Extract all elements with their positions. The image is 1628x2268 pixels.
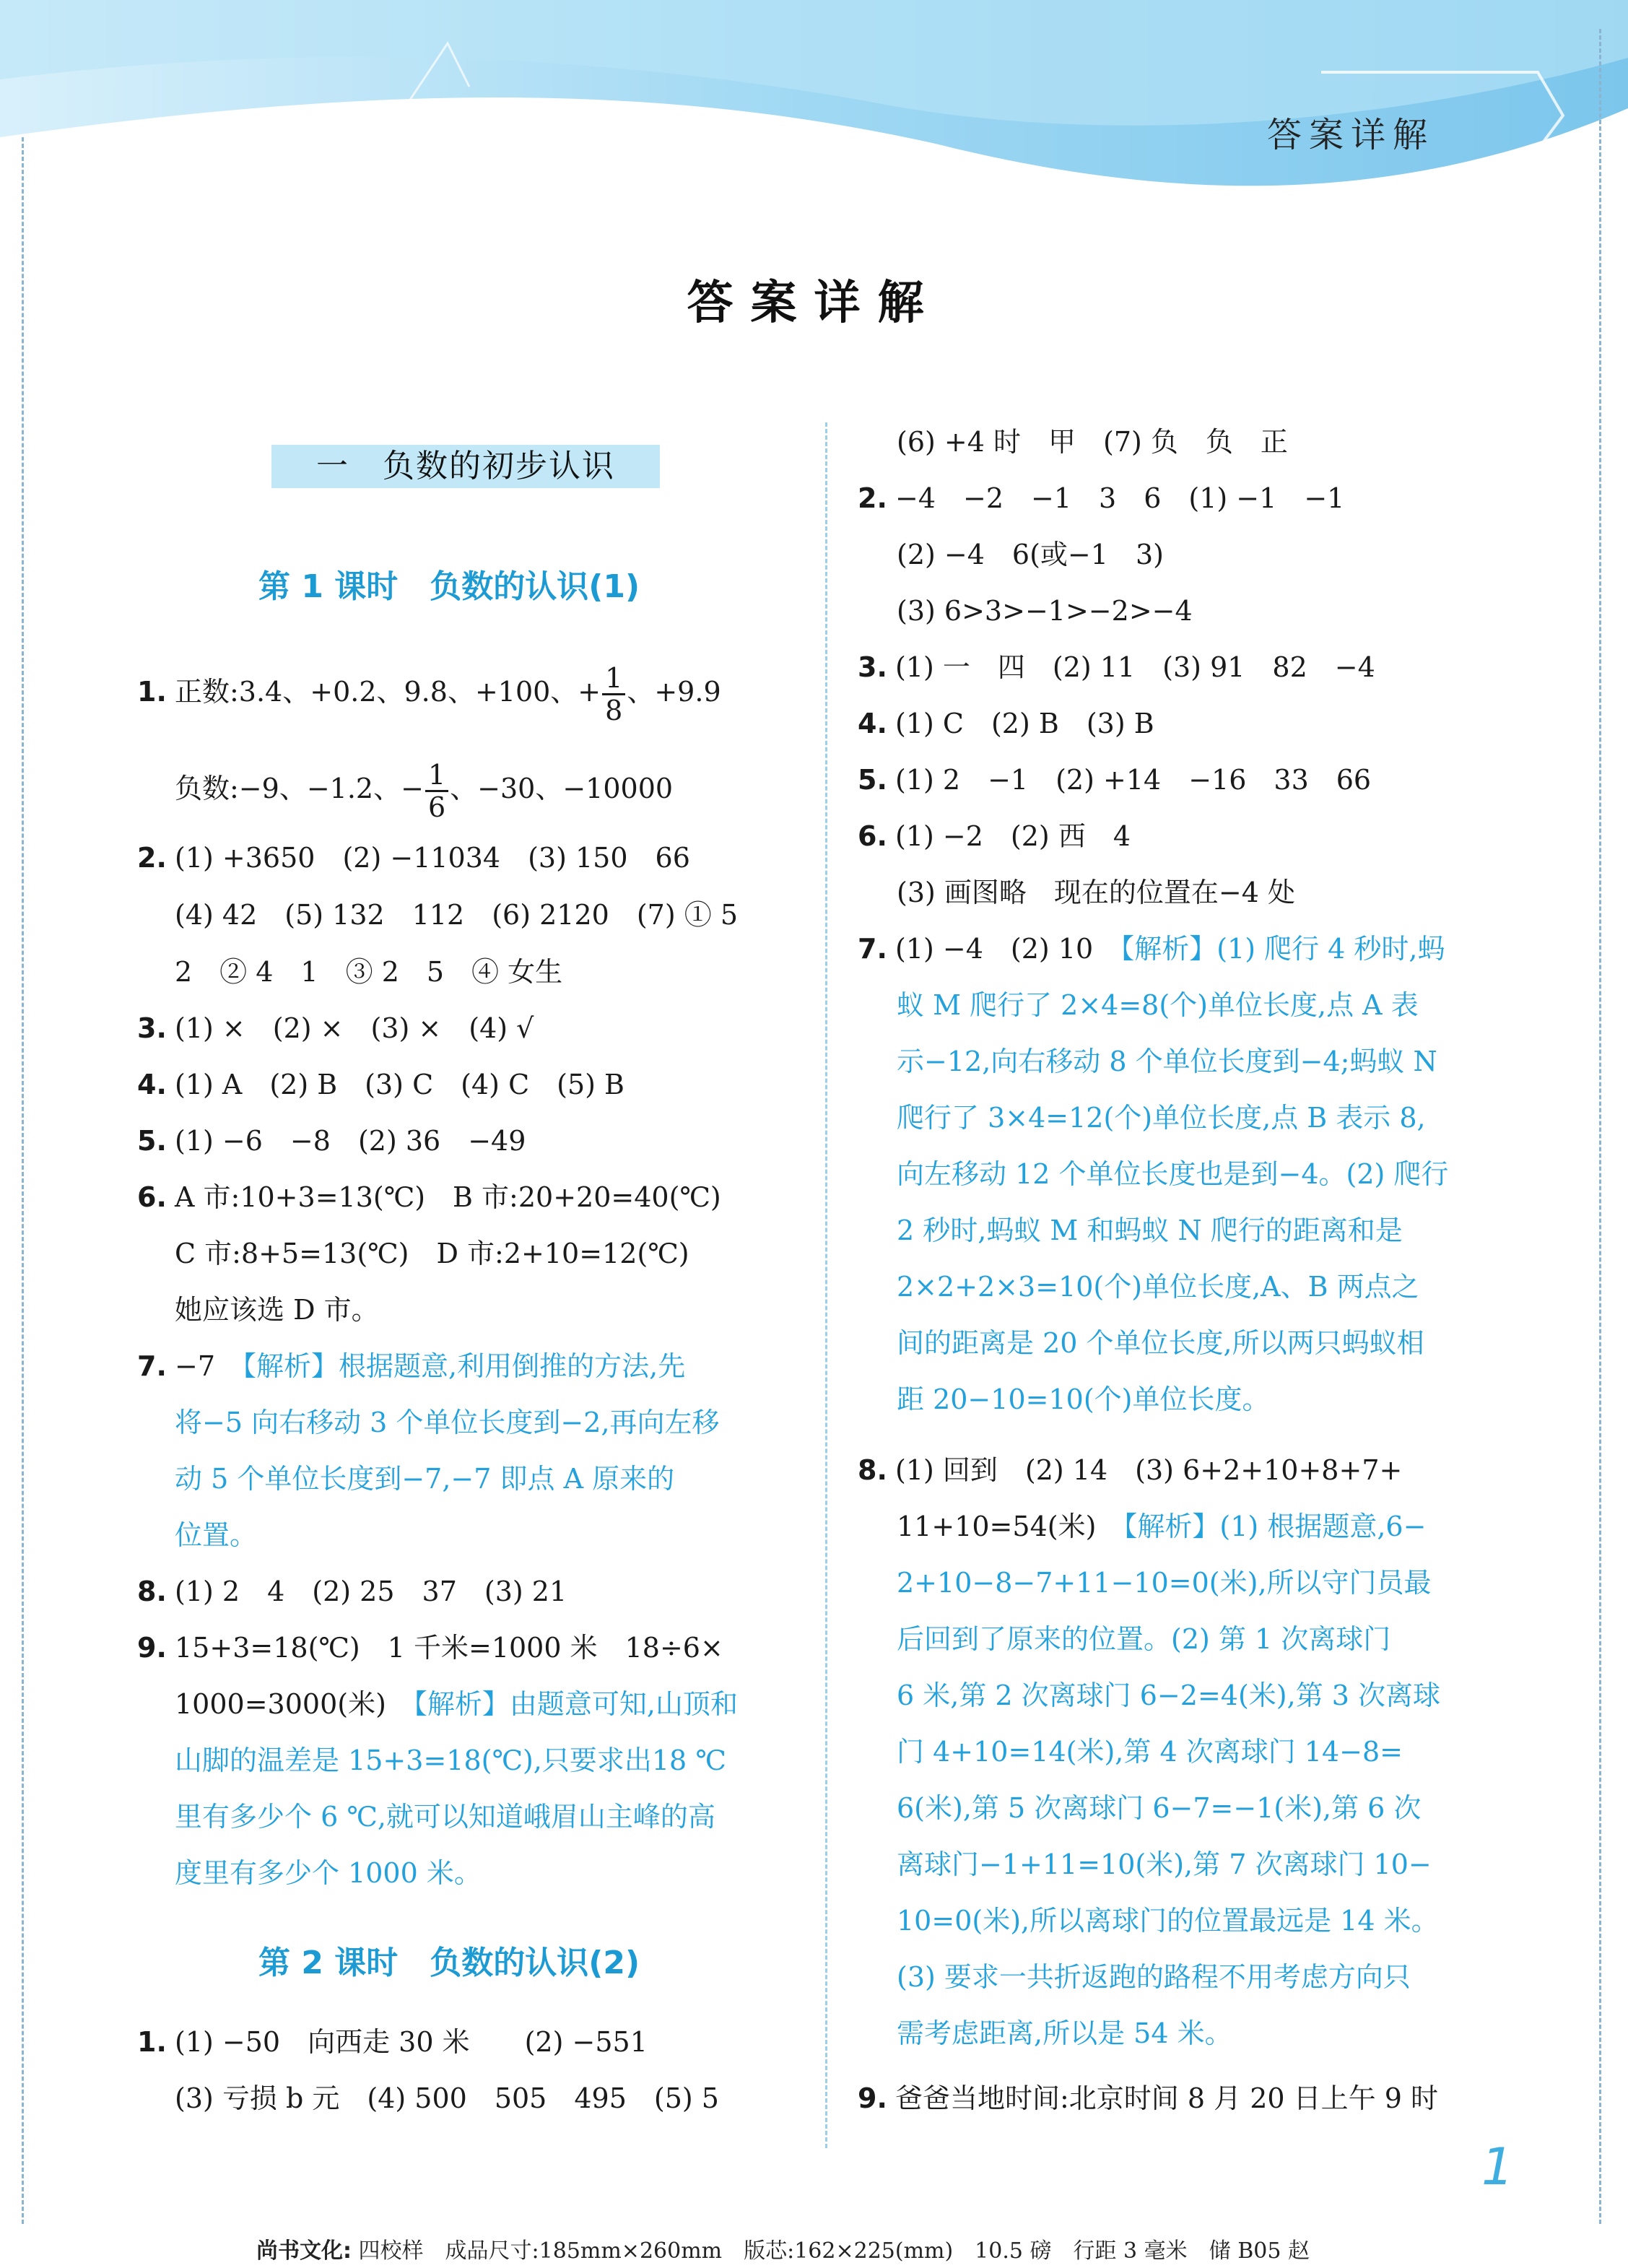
answer-line: 7. −7 【解析】根据题意,利用倒推的方法,先 — [137, 1347, 685, 1385]
explanation-line: 度里有多少个 1000 米。 — [175, 1857, 482, 1889]
answer-line: 8. (1) 2 4 (2) 25 37 (3) 21 — [137, 1573, 567, 1610]
question-number: 1. — [137, 676, 167, 708]
answer-line: 1000=3000(米) 【解析】由题意可知,山顶和 — [175, 1688, 738, 1720]
unit-title: 一 负数的初步认识 — [271, 445, 660, 488]
footer-brand: 尚书文化: — [256, 2238, 352, 2264]
answer-line: C 市:8+5=13(℃) D 市:2+10=12(℃) — [175, 1238, 689, 1269]
question-number: 7. — [858, 933, 887, 965]
answer-line: 7. (1) −4 (2) 10 【解析】(1) 爬行 4 秒时,蚂 — [858, 930, 1445, 968]
explanation-line: 离球门−1+11=10(米),第 7 次离球门 10− — [897, 1848, 1432, 1880]
column-divider — [825, 422, 827, 2148]
header-wave-banner — [0, 0, 1628, 195]
answer-line: 1. 正数:3.4、+0.2、9.8、+100、+ $\frac{1}{8}$ 、+9.9 — [137, 662, 721, 726]
explanation-line: (3) 要求一共折返跑的路程不用考虑方向只 — [897, 1961, 1411, 1993]
explanation-line: 爬行了 3×4=12(个)单位长度,点 B 表示 8, — [897, 1102, 1426, 1134]
question-number: 1. — [137, 2026, 167, 2058]
answer-line: 6. A 市:10+3=13(℃) B 市:20+20=40(℃) — [137, 1178, 721, 1216]
question-number: 4. — [137, 1069, 167, 1100]
explanation-line: 6 米,第 2 次离球门 6−2=4(米),第 3 次离球 — [897, 1680, 1441, 1711]
answer-line: (4) 42 (5) 132 112 (6) 2120 (7) ① 5 — [175, 899, 739, 931]
answer-line: (3) 画图略 现在的位置在−4 处 — [897, 877, 1296, 908]
fraction: $\frac{1}{8}$ — [602, 663, 625, 726]
explanation-line: 2+10−8−7+11−10=0(米),所以守门员最 — [897, 1567, 1432, 1599]
answer-line: 5. (1) 2 −1 (2) +14 −16 33 66 — [858, 761, 1371, 799]
explanation-line: 蚁 M 爬行了 2×4=8(个)单位长度,点 A 表 — [897, 989, 1419, 1021]
answer-line: 5. (1) −6 −8 (2) 36 −49 — [137, 1122, 526, 1160]
explanation-text: 【解析】由题意可知,山顶和 — [413, 1688, 738, 1720]
answer-line: 6. (1) −2 (2) 西 4 — [858, 817, 1131, 855]
answer-line: 9. 15+3=18(℃) 1 千米=1000 米 18÷6× — [137, 1629, 723, 1667]
footer-info: 四校样 成品尺寸:185mm×260mm 版芯:162×225(mm) 10.5 磅 行距 3 毫米 储 B05 赵 — [358, 2238, 1310, 2264]
explanation-line: 2×2+2×3=10(个)单位长度,A、B 两点之 — [897, 1271, 1419, 1303]
explanation-line: 2 秒时,蚂蚁 M 和蚂蚁 N 爬行的距离和是 — [897, 1215, 1403, 1246]
answer-line: 2. (1) +3650 (2) −11034 (3) 150 66 — [137, 839, 690, 877]
question-number: 6. — [137, 1181, 167, 1213]
left-dashed-border — [22, 137, 24, 2224]
fraction: $\frac{1}{6}$ — [425, 760, 448, 822]
question-number: 4. — [858, 708, 887, 739]
answer-line: 11+10=54(米) 【解析】(1) 根据题意,6− — [897, 1511, 1427, 1542]
explanation-line: 距 20−10=10(个)单位长度。 — [897, 1383, 1270, 1415]
answer-line: 4. (1) A (2) B (3) C (4) C (5) B — [137, 1066, 624, 1103]
question-number: 2. — [137, 842, 167, 874]
explanation-line: 6(米),第 5 次离球门 6−7=−1(米),第 6 次 — [897, 1792, 1422, 1824]
right-dashed-border — [1599, 29, 1601, 2224]
explanation-line: 需考虑距离,所以是 54 米。 — [897, 2017, 1232, 2049]
answer-line: 2. −4 −2 −1 3 6 (1) −1 −1 — [858, 479, 1344, 517]
question-number: 2. — [858, 482, 887, 514]
question-number: 9. — [858, 2082, 887, 2114]
answer-line: 8. (1) 回到 (2) 14 (3) 6+2+10+8+7+ — [858, 1451, 1402, 1489]
explanation-line: 间的距离是 20 个单位长度,所以两只蚂蚁相 — [897, 1327, 1424, 1359]
explanation-text: 【解析】(1) 爬行 4 秒时,蚂 — [1120, 933, 1445, 965]
answer-line: 4. (1) C (2) B (3) B — [858, 705, 1154, 742]
explanation-line: 位置。 — [175, 1519, 258, 1551]
header-section-label: 答案详解 — [1267, 115, 1435, 155]
answer-line: 1. (1) −50 向西走 30 米 (2) −551 — [137, 2023, 648, 2061]
explanation-line: 向左移动 12 个单位长度也是到−4。(2) 爬行 — [897, 1158, 1449, 1190]
question-number: 6. — [858, 820, 887, 852]
lesson-2-title: 第 2 课时 负数的认识(2) — [258, 1945, 640, 1981]
answer-line: (6) +4 时 甲 (7) 负 负 正 — [897, 426, 1288, 458]
question-number: 3. — [858, 651, 887, 683]
answer-line: (3) 亏损 b 元 (4) 500 505 495 (5) 5 — [175, 2082, 719, 2114]
answer-line: 3. (1) × (2) × (3) × (4) √ — [137, 1009, 534, 1047]
question-number: 8. — [137, 1576, 167, 1607]
question-number: 3. — [137, 1012, 167, 1044]
explanation-line: 里有多少个 6 ℃,就可以知道峨眉山主峰的高 — [175, 1801, 715, 1833]
question-number: 5. — [137, 1125, 167, 1157]
explanation-line: 后回到了原来的位置。(2) 第 1 次离球门 — [897, 1623, 1391, 1655]
answer-line: (2) −4 6(或−1 3) — [897, 539, 1164, 570]
answer-line: 9. 爸爸当地时间:北京时间 8 月 20 日上午 9 时 — [858, 2080, 1438, 2117]
question-number: 7. — [137, 1350, 167, 1382]
explanation-line: 门 4+10=14(米),第 4 次离球门 14−8= — [897, 1736, 1403, 1768]
answer-line: 3. (1) 一 四 (2) 11 (3) 91 82 −4 — [858, 648, 1375, 686]
explanation-line: 将−5 向右移动 3 个单位长度到−2,再向左移 — [175, 1407, 720, 1438]
explanation-line: 动 5 个单位长度到−7,−7 即点 A 原来的 — [175, 1463, 675, 1495]
explanation-text: 【解析】(1) 根据题意,6− — [1123, 1511, 1427, 1542]
answer-line: (3) 6>3>−1>−2>−4 — [897, 595, 1193, 627]
print-footer — [256, 2233, 1310, 2264]
answer-line: 2 ② 4 1 ③ 2 5 ④ 女生 — [175, 956, 563, 988]
answer-line: 负数:−9、−1.2、− $\frac{1}{6}$ 、−30、−10000 — [175, 759, 674, 823]
explanation-line: 10=0(米),所以离球门的位置最远是 14 米。 — [897, 1905, 1439, 1937]
lesson-1-title: 第 1 课时 负数的认识(1) — [258, 568, 640, 605]
question-number: 8. — [858, 1454, 887, 1486]
explanation-line: 示−12,向右移动 8 个单位长度到−4;蚂蚁 N — [897, 1046, 1437, 1077]
explanation-line: 山脚的温差是 15+3=18(℃),只要求出18 ℃ — [175, 1745, 726, 1776]
answer-line: 她应该选 D 市。 — [175, 1294, 379, 1326]
question-number: 5. — [858, 764, 887, 796]
explanation-text: 【解析】根据题意,利用倒推的方法,先 — [243, 1350, 686, 1382]
page-number: 1 — [1481, 2137, 1514, 2197]
page-title: 答案详解 — [687, 276, 941, 330]
question-number: 9. — [137, 1632, 167, 1664]
